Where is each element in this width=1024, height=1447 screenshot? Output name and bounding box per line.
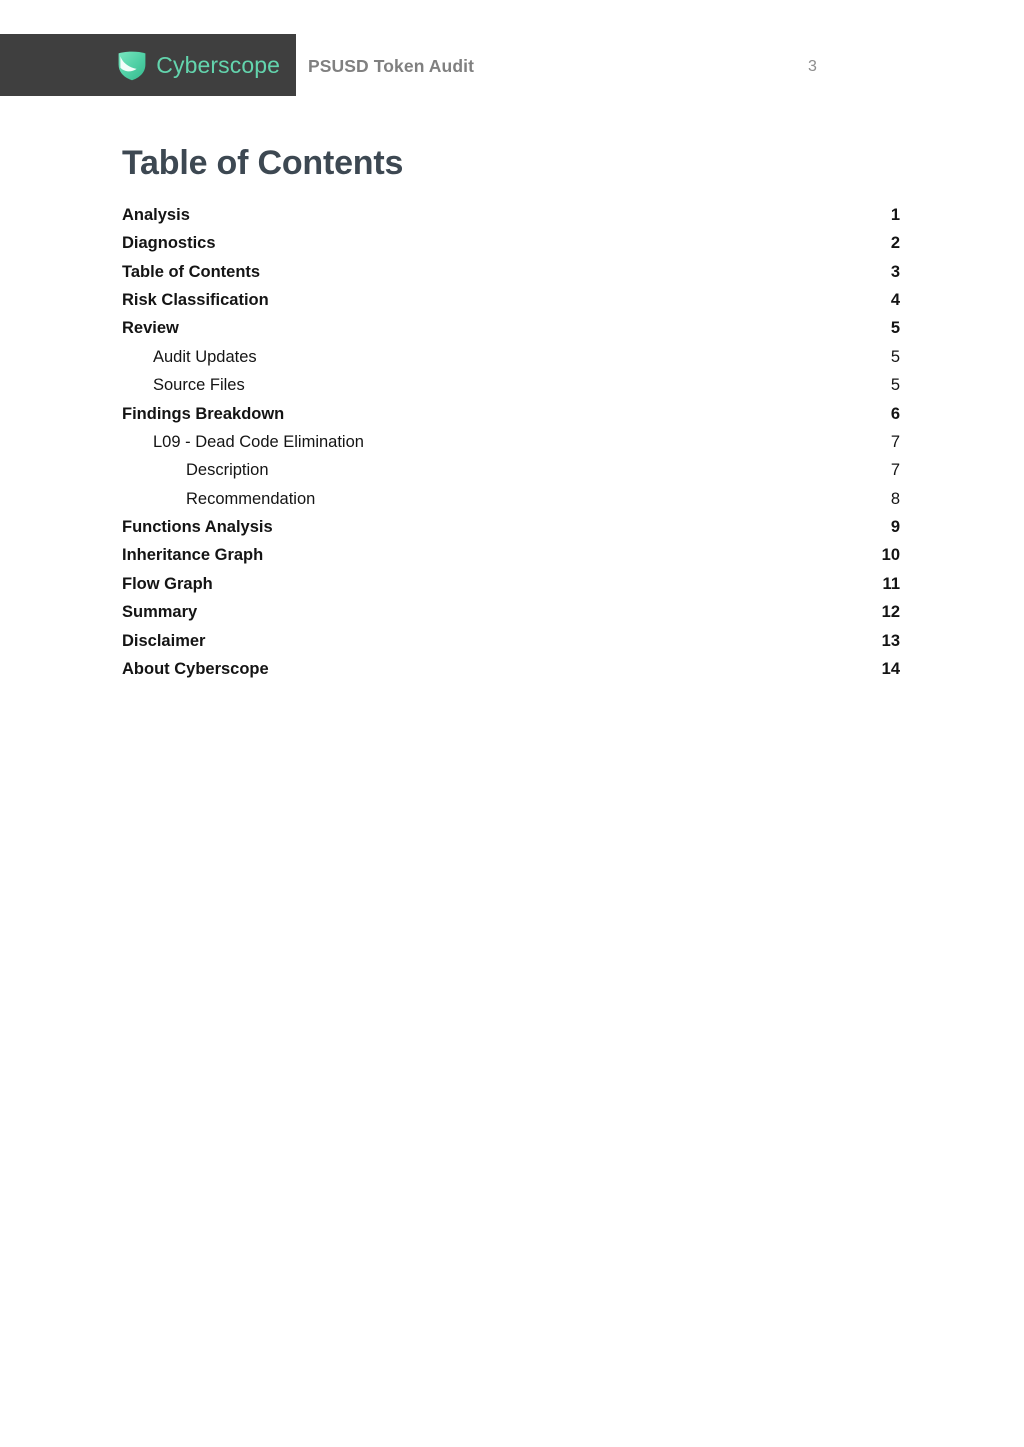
toc-entry-page-number: 3: [890, 262, 900, 281]
toc-entry-label: Review: [122, 319, 179, 338]
toc-entry-label: About Cyberscope: [122, 660, 269, 679]
toc-entry[interactable]: [122, 291, 900, 319]
toc-entry-page-number: 2: [890, 234, 900, 253]
toc-entry[interactable]: [122, 376, 900, 404]
toc-entry[interactable]: [122, 405, 900, 433]
toc-entry[interactable]: [122, 348, 900, 376]
toc-entry-label: Source Files: [153, 376, 245, 395]
toc-entry-label: Table of Contents: [122, 262, 261, 281]
toc-entry-label: Disclaimer: [122, 631, 206, 650]
toc-entry[interactable]: [122, 263, 900, 291]
toc-entry-label: Recommendation: [186, 489, 316, 508]
toc-entry-label: Audit Updates: [153, 347, 257, 366]
toc-entry-page-number: 8: [890, 489, 900, 508]
brand-logo-bar: [0, 34, 296, 96]
toc-entry-label: Risk Classification: [122, 290, 269, 309]
toc-entry[interactable]: [122, 518, 900, 546]
toc-entry-page-number: 11: [882, 574, 900, 593]
toc-entry[interactable]: [122, 603, 900, 631]
document-title: PSUSD Token Audit: [308, 56, 475, 76]
page-title: Table of Contents: [122, 144, 404, 182]
toc-entry[interactable]: [122, 433, 900, 461]
toc-entry-page-number: 6: [890, 404, 900, 423]
toc-entry-label: Findings Breakdown: [122, 404, 285, 423]
table-of-contents-list: [122, 206, 900, 689]
toc-entry[interactable]: [122, 632, 900, 660]
toc-entry[interactable]: [122, 319, 900, 347]
toc-entry-label: Flow Graph: [122, 574, 213, 593]
toc-entry-page-number: 14: [881, 660, 900, 679]
toc-entry[interactable]: [122, 490, 900, 518]
toc-entry-label: Description: [186, 461, 269, 480]
toc-entry-label: Diagnostics: [122, 234, 216, 253]
toc-entry[interactable]: [122, 660, 900, 688]
toc-entry-label: Analysis: [122, 205, 190, 224]
toc-entry-page-number: 4: [890, 290, 900, 309]
toc-entry-page-number: 5: [890, 319, 900, 338]
toc-entry-page-number: 1: [890, 205, 900, 224]
page-header: [0, 0, 1024, 100]
toc-entry[interactable]: [122, 575, 900, 603]
toc-entry-label: Inheritance Graph: [122, 546, 264, 565]
toc-entry-page-number: 7: [890, 461, 900, 480]
toc-entry[interactable]: [122, 206, 900, 234]
toc-entry-label: Summary: [122, 603, 198, 622]
page-content: [122, 143, 900, 688]
toc-entry-page-number: 5: [890, 376, 900, 395]
toc-entry-page-number: 12: [881, 603, 900, 622]
shield-icon: [117, 50, 147, 81]
toc-entry-page-number: 5: [890, 347, 900, 366]
brand-logo-group: [117, 50, 280, 81]
toc-entry-page-number: 7: [890, 432, 900, 451]
page-number: 3: [808, 58, 817, 75]
toc-entry-label: L09 - Dead Code Elimination: [153, 432, 364, 451]
toc-entry[interactable]: [122, 461, 900, 489]
toc-entry-page-number: 10: [881, 546, 900, 565]
toc-entry[interactable]: [122, 546, 900, 574]
toc-entry-page-number: 13: [881, 631, 900, 650]
toc-entry-page-number: 9: [890, 518, 900, 537]
toc-entry-label: Functions Analysis: [122, 518, 273, 537]
brand-wordmark: Cyberscope: [156, 51, 280, 78]
toc-entry[interactable]: [122, 234, 900, 262]
